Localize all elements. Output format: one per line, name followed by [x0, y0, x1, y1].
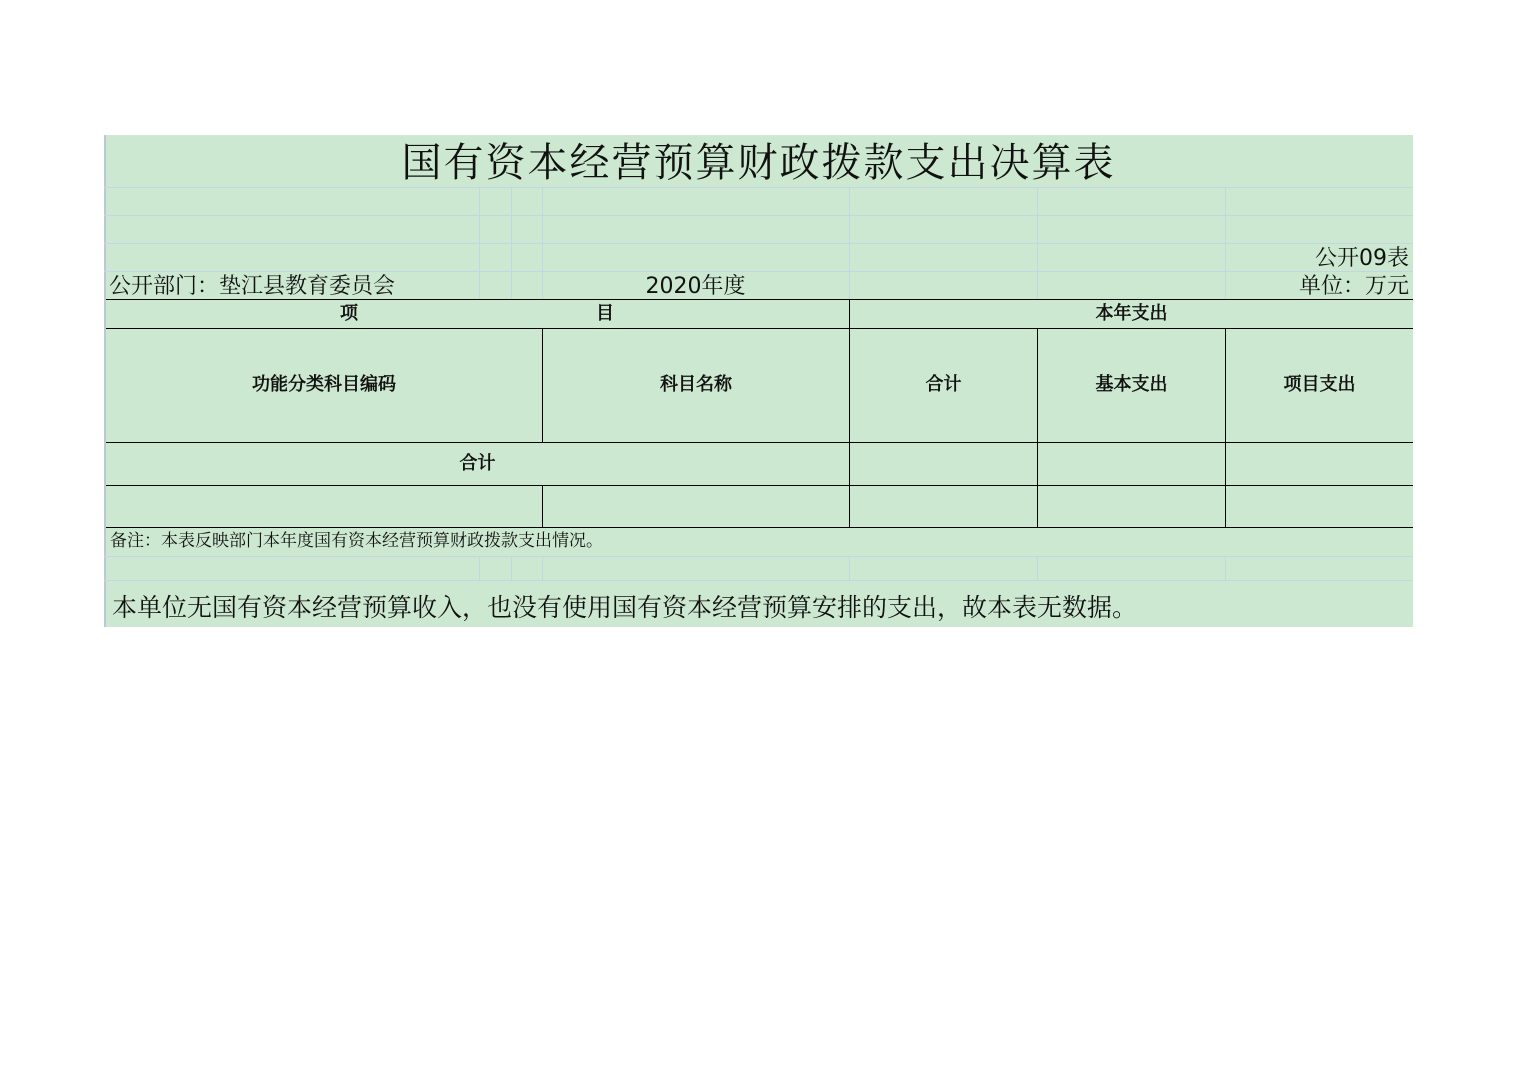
year-label: 2020年度 [645, 274, 746, 299]
no-data-remark: 本单位无国有资本经营预算收入，也没有使用国有资本经营预算安排的支出，故本表无数据。 [112, 593, 1138, 622]
form-number: 公开09表 [1315, 246, 1409, 271]
total-row-label: 合计 [459, 453, 496, 474]
column-header-name: 科目名称 [660, 374, 732, 395]
header-item-left: 项 [340, 303, 358, 324]
grid-line [1225, 187, 1226, 299]
grid-line [1037, 187, 1038, 299]
grid-line [1225, 556, 1226, 580]
grid-line [479, 556, 480, 580]
grid-line [104, 243, 1413, 244]
table-border [106, 527, 1413, 528]
grid-line [104, 271, 1413, 272]
grid-line [104, 580, 1413, 581]
spreadsheet-sheet [104, 135, 1413, 627]
header-item-right: 目 [596, 303, 614, 324]
column-header-code: 功能分类科目编码 [252, 374, 396, 395]
table-border [106, 485, 1413, 486]
column-header-total: 合计 [925, 374, 962, 395]
grid-line [104, 215, 1413, 216]
column-header-project: 项目支出 [1283, 374, 1356, 395]
table-border [542, 485, 543, 528]
grid-line [479, 187, 480, 299]
table-border [106, 328, 1413, 329]
table-note: 备注：本表反映部门本年度国有资本经营预算财政拨款支出情况。 [110, 531, 603, 551]
table-border [1225, 328, 1226, 528]
page-title: 国有资本经营预算财政拨款支出决算表 [401, 140, 1116, 186]
table-border [849, 299, 850, 528]
table-border [1037, 328, 1038, 528]
unit-label: 单位：万元 [1298, 274, 1409, 299]
header-current-year: 本年支出 [1095, 303, 1168, 324]
grid-line [849, 556, 850, 580]
grid-line [849, 187, 850, 299]
grid-line [1037, 556, 1038, 580]
department-label: 公开部门：垫江县教育委员会 [109, 274, 396, 299]
table-border [106, 299, 1413, 300]
column-header-basic: 基本支出 [1095, 374, 1168, 395]
grid-line [104, 556, 1413, 557]
grid-line [511, 187, 512, 299]
table-border [106, 442, 1413, 443]
grid-line [542, 556, 543, 580]
grid-line [511, 556, 512, 580]
grid-line [104, 187, 1413, 188]
